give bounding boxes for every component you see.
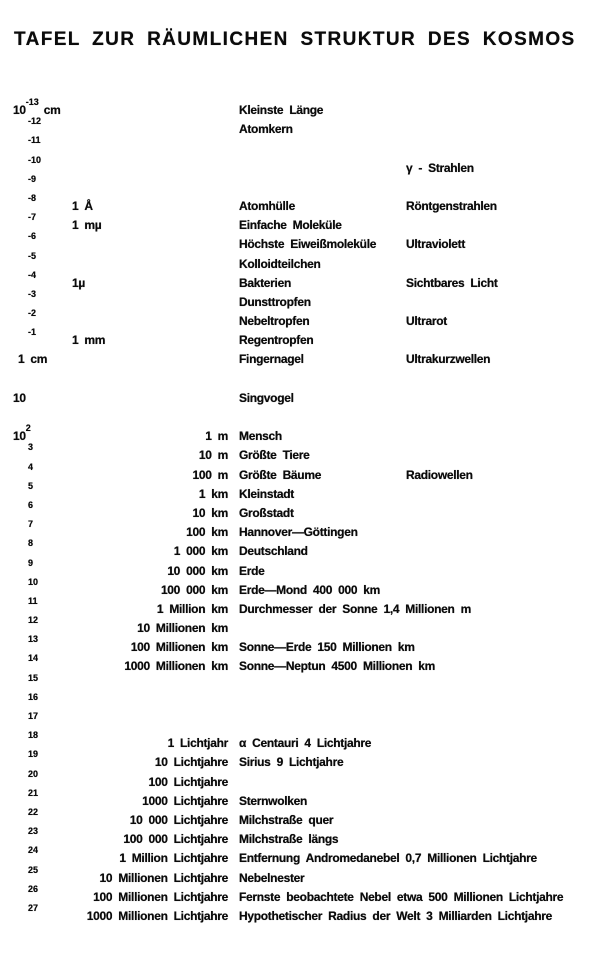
value-cell: 1 Million km bbox=[156, 601, 228, 616]
description-cell: Regentropfen bbox=[239, 333, 314, 348]
value-cell: 10 Millionen Lichtjahre bbox=[99, 870, 228, 885]
table-row bbox=[0, 845, 600, 868]
exponent-superscript: 21 bbox=[28, 787, 39, 798]
exponent-superscript: 19 bbox=[28, 749, 39, 760]
exponent-superscript: 13 bbox=[28, 634, 39, 645]
exponent-superscript: 26 bbox=[28, 883, 39, 894]
scale-table bbox=[0, 97, 600, 926]
description-cell: Bakterien bbox=[239, 275, 291, 290]
description-cell: Hannover—Göttingen bbox=[239, 525, 358, 540]
value-cell: 10 000 km bbox=[167, 563, 228, 578]
table-row bbox=[0, 116, 600, 139]
description-cell: Fernste beobachtete Nebel etwa 500 Millionen Lichtjahre bbox=[239, 889, 564, 904]
value-cell: 1 km bbox=[198, 486, 228, 501]
value-cell: 100 Lichtjahre bbox=[148, 774, 228, 789]
description-cell: Nebelnester bbox=[239, 870, 305, 885]
table-row bbox=[0, 883, 600, 907]
table-row bbox=[0, 97, 600, 120]
unit-cell: 1 mµ bbox=[72, 218, 102, 233]
table-row bbox=[0, 557, 600, 581]
exponent-superscript: 11 bbox=[28, 595, 38, 606]
table-row bbox=[0, 480, 600, 504]
description-cell: Erde bbox=[239, 563, 265, 578]
description-cell: Fingernagel bbox=[239, 352, 304, 367]
table-row bbox=[0, 653, 600, 676]
table-row bbox=[0, 212, 600, 235]
value-cell: 1000 Lichtjahre bbox=[142, 793, 228, 808]
table-row bbox=[0, 350, 600, 369]
exponent-superscript: -4 bbox=[28, 269, 37, 280]
exponent-cell bbox=[13, 154, 42, 178]
table-row bbox=[0, 231, 600, 254]
value-cell: 1 m bbox=[205, 429, 228, 444]
value-cell: 1 000 km bbox=[173, 544, 228, 559]
description-cell: Sternwolken bbox=[239, 793, 308, 808]
description-cell: Großstadt bbox=[239, 505, 294, 520]
exponent-cell: 1 cm bbox=[18, 352, 48, 367]
value-cell: 100 000 Lichtjahre bbox=[123, 832, 228, 847]
value-cell: 10 000 Lichtjahre bbox=[129, 812, 228, 827]
description-cell: α Centauri 4 Lichtjahre bbox=[239, 736, 372, 751]
page-title: TAFEL ZUR RÄUMLICHEN STRUKTUR DES KOSMOS bbox=[14, 29, 576, 50]
description-cell: Größte Tiere bbox=[239, 448, 310, 463]
table-row bbox=[0, 595, 600, 619]
exponent-superscript: 7 bbox=[28, 519, 34, 530]
exponent-superscript: 16 bbox=[28, 691, 39, 702]
radiation-cell: Röntgenstrahlen bbox=[406, 198, 497, 213]
description-cell: Hypothetischer Radius der Welt 3 Milliarden Lichtjahre bbox=[239, 908, 552, 923]
table-row bbox=[0, 499, 600, 523]
table-row bbox=[0, 461, 600, 485]
value-cell: 1000 Millionen km bbox=[124, 659, 228, 674]
description-cell: Sirius 9 Lichtjahre bbox=[239, 755, 344, 770]
table-row bbox=[0, 519, 600, 542]
table-row bbox=[0, 538, 600, 561]
value-cell: 10 m bbox=[198, 448, 228, 463]
exponent-cell bbox=[13, 327, 37, 350]
table-row bbox=[0, 442, 600, 465]
unit-cell: 1 mm bbox=[72, 333, 106, 348]
table-row bbox=[0, 173, 600, 197]
value-cell: 1 Million Lichtjahre bbox=[119, 851, 228, 866]
description-cell: Größte Bäume bbox=[239, 467, 322, 482]
exponent-superscript: 4 bbox=[28, 461, 34, 472]
exponent-superscript: 22 bbox=[28, 806, 39, 817]
table-row bbox=[0, 269, 600, 293]
description-cell: Atomhülle bbox=[239, 198, 295, 213]
description-cell: Sonne—Neptun 4500 Millionen km bbox=[239, 659, 436, 674]
description-cell: Entfernung Andromedanebel 0,7 Millionen Lichtjahre bbox=[239, 851, 537, 866]
exponent-superscript: -1 bbox=[28, 327, 37, 338]
exponent-base: 10 bbox=[13, 429, 26, 444]
exponent-cell bbox=[13, 902, 39, 926]
exponent-superscript: -3 bbox=[28, 288, 37, 299]
description-cell: Mensch bbox=[239, 429, 282, 444]
table-row bbox=[0, 288, 600, 312]
exponent-superscript: 25 bbox=[28, 864, 39, 875]
value-cell: 1000 Millionen Lichtjahre bbox=[86, 908, 228, 923]
value-cell: 100 km bbox=[186, 525, 228, 540]
table-row bbox=[0, 327, 600, 350]
exponent-unit-suffix: cm bbox=[43, 103, 61, 117]
exponent-superscript: 9 bbox=[28, 557, 34, 568]
value-cell: 10 Millionen km bbox=[137, 621, 228, 636]
description-cell: Durchmesser der Sonne 1,4 Millionen m bbox=[239, 601, 471, 616]
description-cell: Sonne—Erde 150 Millionen km bbox=[239, 640, 415, 655]
description-cell: Milchstraße quer bbox=[239, 812, 334, 827]
table-row bbox=[0, 154, 600, 178]
table-row bbox=[0, 864, 600, 888]
exponent-superscript: -9 bbox=[28, 173, 37, 184]
radiation-cell: γ - Strahlen bbox=[406, 160, 474, 175]
table-row bbox=[0, 634, 600, 657]
value-cell: 10 km bbox=[192, 505, 228, 520]
table-row bbox=[0, 192, 600, 216]
exponent-superscript: -11 bbox=[28, 135, 41, 146]
table-row bbox=[0, 902, 600, 926]
description-cell: Kleinstadt bbox=[239, 486, 295, 501]
description-cell: Milchstraße längs bbox=[239, 832, 339, 847]
exponent-superscript: 17 bbox=[28, 711, 39, 721]
exponent-superscript: 12 bbox=[28, 615, 39, 626]
value-cell: 100 Millionen Lichtjahre bbox=[93, 889, 228, 904]
exponent-base: 10 bbox=[13, 103, 26, 117]
exponent-superscript: 14 bbox=[28, 653, 39, 664]
description-cell: Höchste Eiweißmoleküle bbox=[239, 237, 377, 252]
exponent-superscript: -10 bbox=[28, 154, 42, 165]
table-row bbox=[0, 711, 600, 734]
value-cell: 100 Millionen km bbox=[130, 640, 228, 655]
spacer-row bbox=[0, 408, 600, 427]
exponent-superscript: -5 bbox=[28, 250, 37, 261]
table-row bbox=[0, 135, 600, 158]
table-row bbox=[0, 250, 600, 274]
description-cell: Erde—Mond 400 000 km bbox=[239, 582, 381, 597]
table-row bbox=[0, 787, 600, 811]
description-cell: Singvogel bbox=[239, 390, 294, 405]
table-row bbox=[0, 423, 600, 446]
value-cell: 10 Lichtjahre bbox=[154, 755, 228, 770]
exponent-superscript: 5 bbox=[28, 480, 34, 491]
table-row bbox=[0, 389, 600, 408]
table-row bbox=[0, 672, 600, 696]
description-cell: Einfache Moleküle bbox=[239, 218, 342, 233]
exponent-superscript: -12 bbox=[28, 116, 42, 127]
description-cell: Deutschland bbox=[239, 544, 308, 559]
table-row bbox=[0, 576, 600, 600]
exponent-superscript: 15 bbox=[28, 672, 39, 683]
exponent-superscript: 8 bbox=[28, 538, 34, 549]
exponent-superscript: -2 bbox=[28, 308, 37, 319]
table-row bbox=[0, 691, 600, 715]
value-cell: 100 000 km bbox=[160, 582, 228, 597]
table-row bbox=[0, 730, 600, 753]
description-cell: Kolloidteilchen bbox=[239, 256, 321, 271]
description-cell: Nebeltropfen bbox=[239, 314, 310, 329]
table-row bbox=[0, 806, 600, 830]
exponent-superscript: -6 bbox=[28, 231, 37, 242]
table-row bbox=[0, 615, 600, 638]
exponent-superscript: 10 bbox=[28, 576, 39, 587]
exponent-superscript: -8 bbox=[28, 192, 37, 203]
exponent-superscript: 3 bbox=[28, 442, 34, 453]
table-row bbox=[0, 308, 600, 331]
exponent-superscript: -7 bbox=[28, 212, 37, 223]
exponent-superscript: 24 bbox=[28, 845, 39, 856]
exponent-superscript: 18 bbox=[28, 730, 39, 741]
radiation-cell: Ultrarot bbox=[406, 314, 447, 329]
spacer-row bbox=[0, 370, 600, 389]
description-cell: Dunsttropfen bbox=[239, 294, 311, 309]
value-cell: 100 m bbox=[192, 467, 228, 482]
radiation-cell: Sichtbares Licht bbox=[406, 275, 498, 290]
table-row bbox=[0, 749, 600, 772]
radiation-cell: Ultrakurzwellen bbox=[406, 352, 491, 367]
table-row bbox=[0, 826, 600, 849]
radiation-cell: Ultraviolett bbox=[406, 237, 466, 252]
description-cell: Atomkern bbox=[239, 122, 293, 137]
value-cell: 1 Lichtjahr bbox=[167, 736, 228, 751]
radiation-cell: Radiowellen bbox=[406, 467, 473, 482]
unit-cell: 1µ bbox=[72, 275, 85, 290]
exponent-superscript: 6 bbox=[28, 499, 34, 510]
exponent-superscript: 27 bbox=[28, 902, 39, 913]
exponent-superscript: -13 bbox=[25, 97, 39, 107]
unit-cell: 1 Å bbox=[72, 198, 93, 213]
table-row bbox=[0, 768, 600, 792]
exponent-cell: 10 bbox=[13, 390, 26, 405]
exponent-superscript: 20 bbox=[28, 768, 39, 779]
exponent-superscript: 2 bbox=[25, 423, 31, 434]
exponent-superscript: 23 bbox=[28, 826, 39, 837]
description-cell: Kleinste Länge bbox=[239, 103, 324, 117]
